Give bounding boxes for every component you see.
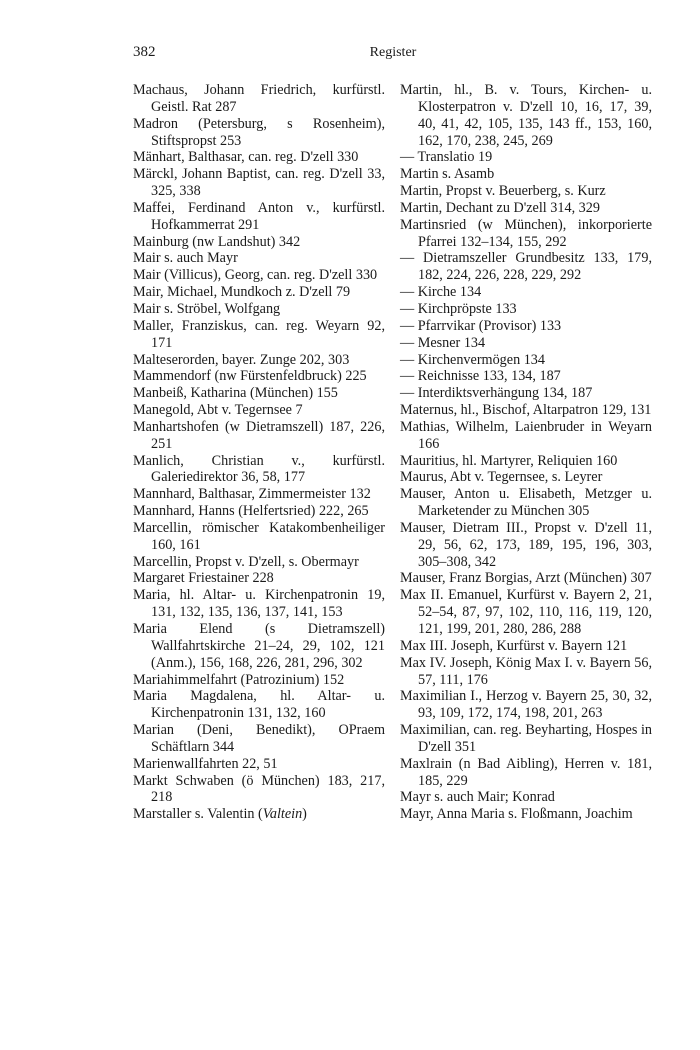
index-entry: Marienwallfahrten 22, 51 [133, 755, 278, 772]
index-entry: Mauser, Dietram III., Propst v. D'zell 11, 29, 56, 62, 173, 189, 195, 196, 303, 305–308, 342 [400, 519, 652, 570]
index-entry: Martin, Propst v. Beuerberg, s. Kurz [400, 183, 606, 200]
left-column [133, 82, 385, 823]
index-entry: Mair, Michael, Mundkoch z. D'zell 79 [133, 284, 351, 301]
page-number: 382 [133, 44, 156, 60]
index-entry: Märckl, Johann Baptist, can. reg. D'zell 33, 325, 338 [133, 166, 385, 200]
right-column [400, 82, 652, 823]
index-entry: Maria Elend (s Dietramszell) Wallfahrtskirche 21–24, 29, 102, 121 (Anm.), 156, 168, 226, 281, 296, 302 [133, 621, 385, 671]
index-entry: Manlich, Christian v., kurfürstl. Galeriedirektor 36, 58, 177 [133, 452, 385, 486]
index-entry: Mauser, Anton u. Elisabeth, Metzger u. Marketender zu München 305 [400, 486, 652, 520]
index-entry: Manegold, Abt v. Tegernsee 7 [133, 402, 303, 419]
index-entry: Mariahimmelfahrt (Patrozinium) 152 [133, 671, 345, 688]
index-entry: Mayr s. auch Mair; Konrad [400, 789, 555, 806]
page-header [133, 44, 653, 66]
index-entry: Mauritius, hl. Martyrer, Reliquien 160 [400, 452, 618, 469]
index-entry: Martin, hl., B. v. Tours, Kirchen- u. Klosterpatron v. D'zell 10, 16, 17, 39, 40, 41, 42, 105, 135, 143 ff., 153, 160, 162, 170, 238, 245, 269 [400, 82, 652, 149]
index-entry: Mair (Villicus), Georg, can. reg. D'zell 330 [133, 267, 378, 284]
index-entry: Maria, hl. Altar- u. Kirchenpatronin 19, 131, 132, 135, 136, 137, 141, 153 [133, 587, 385, 621]
index-entry: Maximilian I., Herzog v. Bayern 25, 30, 32, 93, 109, 172, 174, 198, 201, 263 [400, 688, 652, 722]
index-entry: — Dietramszeller Grundbesitz 133, 179, 182, 224, 226, 228, 229, 292 [400, 250, 652, 284]
index-entry: Martinsried (w München), inkorporierte Pfarrei 132–134, 155, 292 [400, 216, 652, 250]
index-entry: Marcellin, Propst v. D'zell, s. Obermayr [133, 553, 359, 570]
index-entry: — Kirchenvermögen 134 [400, 351, 545, 368]
index-entry: Maternus, hl., Bischof, Altarpatron 129, 131 [400, 402, 652, 419]
index-entry: Marian (Deni, Benedikt), OPraem Schäftlarn 344 [133, 722, 385, 755]
index-entry: Maximilian, can. reg. Beyharting, Hospes in D'zell 351 [400, 722, 652, 755]
index-entry: Mayr, Anna Maria s. Floßmann, Joachim [400, 806, 633, 823]
entry-text: ) [302, 806, 307, 823]
index-entry: — Mesner 134 [400, 334, 486, 351]
index-entry: Mauser, Franz Borgias, Arzt (München) 307 [400, 570, 652, 587]
index-entry: Martin, Dechant zu D'zell 314, 329 [400, 199, 600, 216]
index-entry: Maffei, Ferdinand Anton v., kurfürstl. Hofkammerrat 291 [133, 199, 385, 233]
index-entry: Mair s. Ströbel, Wolfgang [133, 300, 281, 317]
index-entry: Marcellin, römischer Katakombenheiliger 160, 161 [133, 519, 385, 553]
index-entry: Martin s. Asamb [400, 166, 495, 183]
index-entry: Machaus, Johann Friedrich, kurfürstl. Geistl. Rat 287 [133, 82, 385, 115]
running-title: Register [369, 45, 417, 60]
index-entry: Mänhart, Balthasar, can. reg. D'zell 330 [133, 149, 359, 166]
index-entry: Mathias, Wilhelm, Laienbruder in Weyarn 166 [400, 418, 652, 452]
index-entry: Mair s. auch Mayr [133, 250, 238, 267]
index-entry: — Interdiktsverhängung 134, 187 [400, 385, 593, 402]
index-entry: Manbeiß, Katharina (München) 155 [133, 385, 338, 402]
index-entry: Markt Schwaben (ö München) 183, 217, 218 [133, 772, 385, 806]
index-entry: Max III. Joseph, Kurfürst v. Bayern 121 [400, 637, 628, 654]
index-entry: Maurus, Abt v. Tegernsee, s. Leyrer [400, 469, 603, 486]
index-entry-marstaller [133, 806, 385, 823]
index-entry: — Reichnisse 133, 134, 187 [400, 368, 561, 385]
index-entry: Madron (Petersburg, s Rosenheim), Stiftspropst 253 [133, 115, 385, 149]
index-entry: Manhartshofen (w Dietramszell) 187, 226, 251 [133, 418, 385, 452]
index-entry: Maller, Franziskus, can. reg. Weyarn 92, 171 [133, 317, 385, 351]
index-entry: Maxlrain (n Bad Aibling), Herren v. 181, 185, 229 [400, 755, 652, 789]
index-entry: Max II. Emanuel, Kurfürst v. Bayern 2, 21, 52–54, 87, 97, 102, 110, 116, 119, 120, 121, 199, 201, 280, 286, 288 [400, 587, 652, 637]
index-entry: — Kirche 134 [400, 284, 482, 301]
index-entry: Mannhard, Balthasar, Zimmermeister 132 [133, 486, 371, 503]
index-entry: Maria Magdalena, hl. Altar- u. Kirchenpatronin 131, 132, 160 [133, 688, 385, 722]
index-entry: — Kirchpröpste 133 [400, 300, 517, 317]
index-entry: — Translatio 19 [400, 149, 493, 166]
entry-text: Marstaller s. Valentin ( [133, 806, 263, 823]
index-entry: Malteserorden, bayer. Zunge 202, 303 [133, 351, 350, 368]
index-entry: Max IV. Joseph, König Max I. v. Bayern 56, 57, 111, 176 [400, 654, 652, 688]
index-entry: — Pfarrvikar (Provisor) 133 [400, 317, 562, 334]
index-entry: Mammendorf (nw Fürstenfeldbruck) 225 [133, 368, 367, 385]
entry-italic-text: Valtein [262, 806, 303, 823]
index-entry: Margaret Friestainer 228 [133, 570, 274, 587]
index-entry: Mainburg (nw Landshut) 342 [133, 233, 301, 250]
index-entry: Mannhard, Hanns (Helfertsried) 222, 265 [133, 503, 369, 520]
